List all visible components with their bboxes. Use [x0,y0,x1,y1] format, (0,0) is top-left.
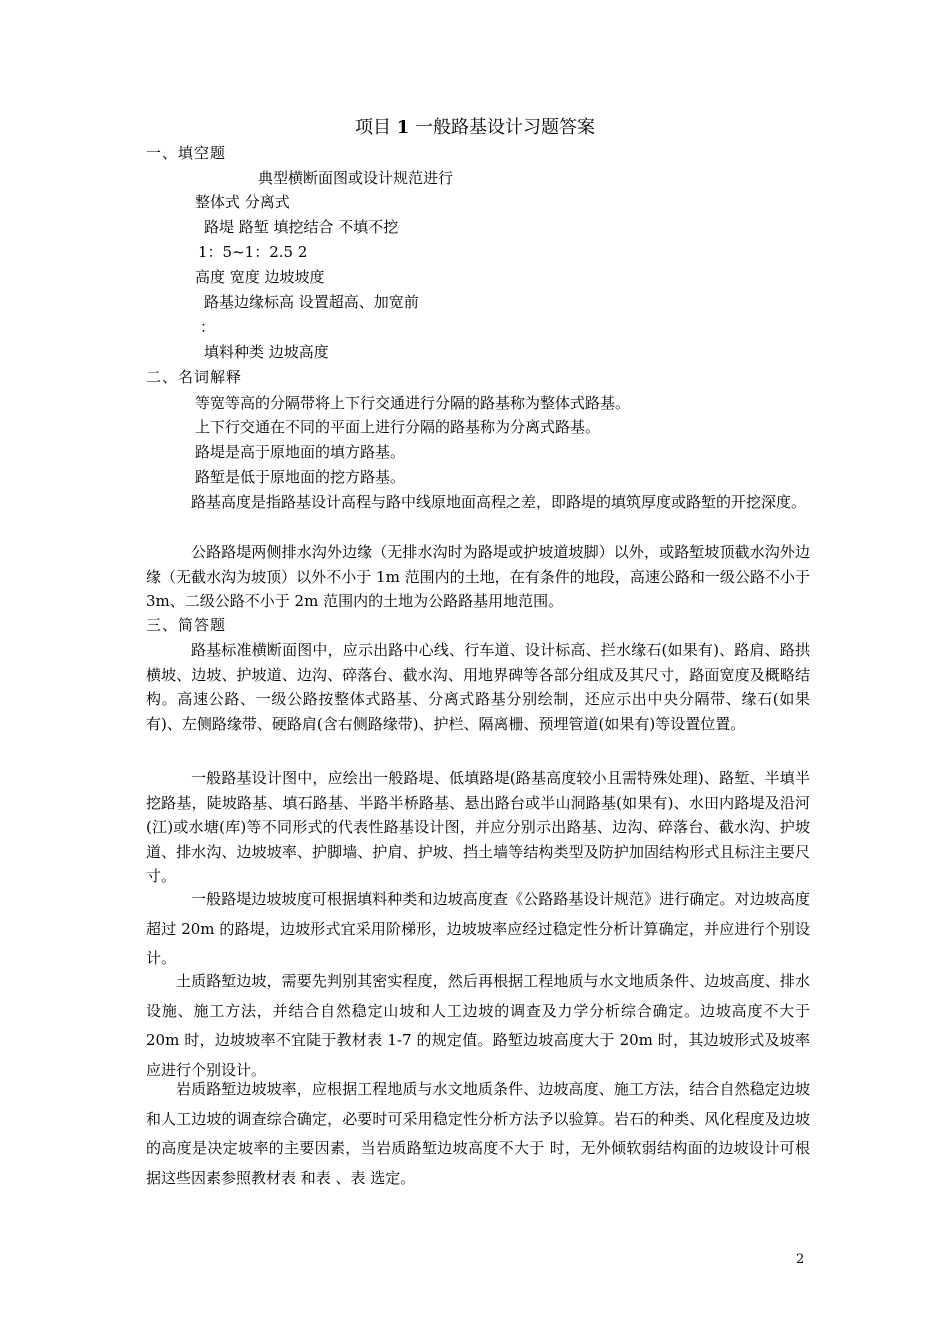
section-heading-short-answer: 三、简答题 [146,616,227,634]
title-prefix: 项目 [355,117,391,138]
title-number: 1 [396,117,410,138]
definition-4: 路堑是低于原地面的挖方路基。 [195,468,406,486]
short-answer-3: 一般路堤边坡坡度可根据填料种类和边坡高度查《公路路基设计规范》进行确定。对边坡高度超过 20m 的路堤，边坡形式宜采用阶梯形，边坡坡率应经过稳定性分析计算确定，并应进行个别设计。 [146,890,810,967]
definition-2: 上下行交通在不同的平面上进行分隔的路基称为分离式路基。 [195,418,601,436]
fill-answer-8: 填料种类 边坡高度 [204,343,329,361]
fill-answer-5: 高度 宽度 边坡坡度 [195,268,325,286]
page-title [0,116,950,140]
section-heading-definitions: 二、名词解释 [146,368,243,386]
fill-answer-1: 典型横断面图或设计规范进行 [258,169,454,187]
definition-3: 路堤是高于原地面的填方路基。 [195,443,406,461]
short-answer-1: 路基标准横断面图中，应示出路中心线、行车道、设计标高、拦水缘石(如果有)、路肩、路拱横坡、边坡、护坡道、边沟、碎落台、截水沟、用地界碑等各部分组成及其尺寸，路面宽度及概略结构。高速公路、一级公路按整体式路基、分离式路基分别绘制，还应示出中央分隔带、缘石(如果有)、左侧路缘带、硬路肩(含右侧路缘带)、护栏、隔离栅、预埋管道(如果有)等设置位置。 [146,641,810,733]
short-answer-5: 岩质路堑边坡坡率，应根据工程地质与水文地质条件、边坡高度、施工方法，结合自然稳定边坡和人工边坡的调查综合确定，必要时可采用稳定性分析方法予以验算。岩石的种类、风化程度及边坡的高度是决定坡率的主要因素，当岩质路堑边坡高度不大于 时，无外倾软弱结构面的边坡设计可根据这些因素参照教材表 和表 、表 选定。 [146,1080,810,1187]
definition-5: 路基高度是指路基设计高程与路中线原地面高程之差，即路堤的填筑厚度或路堑的开挖深度。 [191,493,807,511]
section-heading-fill-blank: 一、填空题 [146,144,227,162]
definition-1: 等宽等高的分隔带将上下行交通进行分隔的路基称为整体式路基。 [195,394,631,412]
short-answer-4: 土质路堑边坡，需要先判别其密实程度，然后再根据工程地质与水文地质条件、边坡高度、排水设施、施工方法，并结合自然稳定山坡和人工边坡的调查及力学分析综合确定。边坡高度不大于 20m 时，边坡坡率不宜陡于教材表 1-7 的规定值。路堑边坡高度大于 20m 时，其边坡形式及坡率应进行个别设计。 [146,972,810,1079]
fill-answer-4: 1：5~1：2.5 2 [198,243,308,261]
title-text: 一般路基设计习题答案 [415,117,595,138]
fill-answer-7: ： [200,318,216,336]
definition-6: 公路路堤两侧排水沟外边缘（无排水沟时为路堤或护坡道坡脚）以外，或路堑坡顶截水沟外边缘（无截水沟为坡顶）以外不小于 1m 范围内的土地，在有条件的地段，高速公路和一级公路不小于 3m、二级公路不小于 2m 范围内的土地为公路路基用地范围。 [146,543,810,610]
page-number: 2 [796,1252,805,1267]
short-answer-2: 一般路基设计图中，应绘出一般路堤、低填路堤(路基高度较小且需特殊处理)、路堑、半填半挖路基，陡坡路基、填石路基、半路半桥路基、悬出路台或半山洞路基(如果有)、水田内路堤及沿河(江)或水塘(库)等不同形式的代表性路基设计图，并应分别示出路基、边沟、碎落台、截水沟、护坡道、排水沟、边坡坡率、护脚墙、护肩、护坡、挡土墙等结构类型及防护加固结构形式且标注主要尺寸。 [146,769,810,885]
fill-answer-6: 路基边缘标高 设置超高、加宽前 [204,293,419,311]
fill-answer-3: 路堤 路堑 填挖结合 不填不挖 [204,218,399,236]
fill-answer-2: 整体式 分离式 [195,193,290,211]
